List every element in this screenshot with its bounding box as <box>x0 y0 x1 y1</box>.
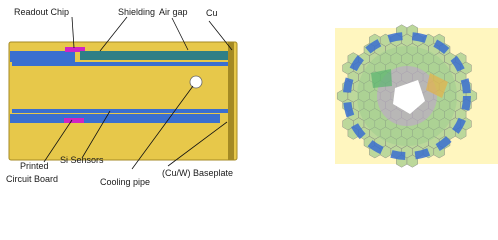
label-shielding: Shielding <box>118 7 156 17</box>
label-baseplate: (Cu/W) Baseplate <box>162 168 234 178</box>
shielding-bar <box>80 51 228 60</box>
cu-layer <box>228 42 234 160</box>
hexagonal-disk <box>335 25 498 168</box>
label-pcb-line1: Printed <box>20 161 49 171</box>
label-cooling-pipe: Cooling pipe <box>100 177 151 187</box>
top-pcb-bar <box>10 51 75 62</box>
cooling-pipe <box>190 76 202 88</box>
label-pcb-line2: Circuit Board <box>6 174 59 184</box>
label-air-gap: Air gap <box>159 7 188 17</box>
top-si-sensor <box>12 62 230 66</box>
module-cross-section <box>6 7 237 187</box>
label-si-sensors: Si Sensors <box>60 155 104 165</box>
label-readout-chip: Readout Chip <box>14 7 70 17</box>
label-cu: Cu <box>206 8 218 18</box>
bottom-si-sensor <box>12 109 230 113</box>
bottom-readout-chip <box>64 118 84 123</box>
bottom-pcb-bar <box>10 114 220 123</box>
